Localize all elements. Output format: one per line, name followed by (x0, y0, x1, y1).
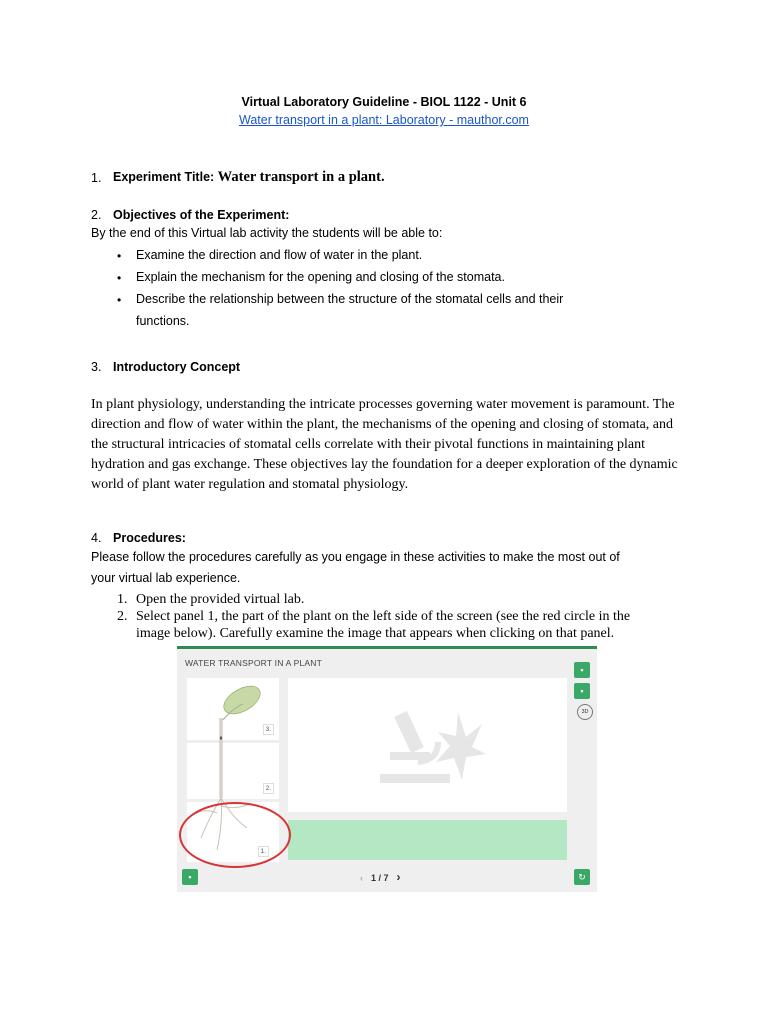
reset-icon[interactable]: ↻ (574, 869, 590, 885)
lab-text-box (288, 820, 567, 860)
step-1-number: 1. (117, 592, 128, 607)
lab-viewer (288, 678, 567, 812)
objectives-intro: By the end of this Virtual lab activity the students will be able to: (91, 226, 443, 240)
objective-bullet: Explain the mechanism for the opening and closing of the stomata. (136, 270, 505, 284)
introductory-paragraph: In plant physiology, understanding the intricate processes governing water movement is paramount. The direction and flow of water within the plant, the mechanisms of the opening and closing of stomata, and the structural intricacies of stomatal cells correlate with their pivotal functions in maintaining plant hydration and gas exchange. These objectives lay the foundation for a deeper exploration of the dynamic world of plant water regulation and stomatal physiology. (91, 397, 678, 492)
panel-2-label: 2. (263, 783, 274, 794)
step-2-number: 2. (117, 609, 128, 624)
prev-page-icon[interactable]: ‹ (360, 873, 363, 883)
section-1-line (113, 169, 385, 186)
section-2-heading: Objectives of the Experiment: (113, 208, 290, 222)
3d-rotate-icon[interactable]: 3D (577, 704, 593, 720)
section-2-number: 2. (91, 208, 102, 222)
bullet-marker: • (117, 293, 122, 307)
step-2-text-line-2: image below). Carefully examine the image that appears when clicking on that panel. (136, 626, 615, 641)
next-page-icon[interactable]: › (396, 870, 401, 884)
lab-link[interactable]: Water transport in a plant: Laboratory - mauthor.com (239, 113, 529, 127)
procedures-intro-line-2: your virtual lab experience. (91, 571, 241, 585)
objective-bullet-continuation: functions. (136, 314, 190, 328)
document-icon[interactable]: ▪ (574, 683, 590, 699)
lab-top-bar (177, 646, 597, 649)
section-3-number: 3. (91, 360, 102, 374)
section-3-heading: Introductory Concept (113, 360, 241, 374)
experiment-title: Water transport in a plant. (217, 169, 385, 185)
menu-icon[interactable]: ▪ (182, 869, 198, 885)
chat-icon[interactable]: ▪ (574, 662, 590, 678)
panel-1-label: 1. (258, 846, 269, 857)
document-title: Virtual Laboratory Guideline - BIOL 1122 - Unit 6 (241, 95, 527, 109)
section-4-heading: Procedures: (113, 531, 186, 545)
page-indicator: 1 / 7 (371, 873, 389, 883)
section-1-number: 1. (91, 171, 102, 185)
lab-link-line (0, 113, 768, 127)
objective-bullet: Examine the direction and flow of water in the plant. (136, 248, 423, 262)
objective-bullet: Describe the relationship between the structure of the stomatal cells and their (136, 292, 564, 306)
microscope-icon (378, 702, 488, 788)
panel-3-label: 3. (263, 724, 274, 735)
section-1-label: Experiment Title: (113, 170, 218, 184)
procedures-intro-line-1: Please follow the procedures carefully as you engage in these activities to make the most out of (91, 550, 620, 564)
lab-title: WATER TRANSPORT IN A PLANT (185, 658, 322, 668)
lab-screenshot (177, 646, 597, 892)
pager (360, 870, 401, 884)
step-1-text: Open the provided virtual lab. (136, 592, 305, 607)
bullet-marker: • (117, 271, 122, 285)
bullet-marker: • (117, 249, 122, 263)
step-2-text-line-1: Select panel 1, the part of the plant on the left side of the screen (see the red circle in the (136, 609, 631, 624)
highlight-circle (179, 802, 291, 868)
section-4-number: 4. (91, 531, 102, 545)
